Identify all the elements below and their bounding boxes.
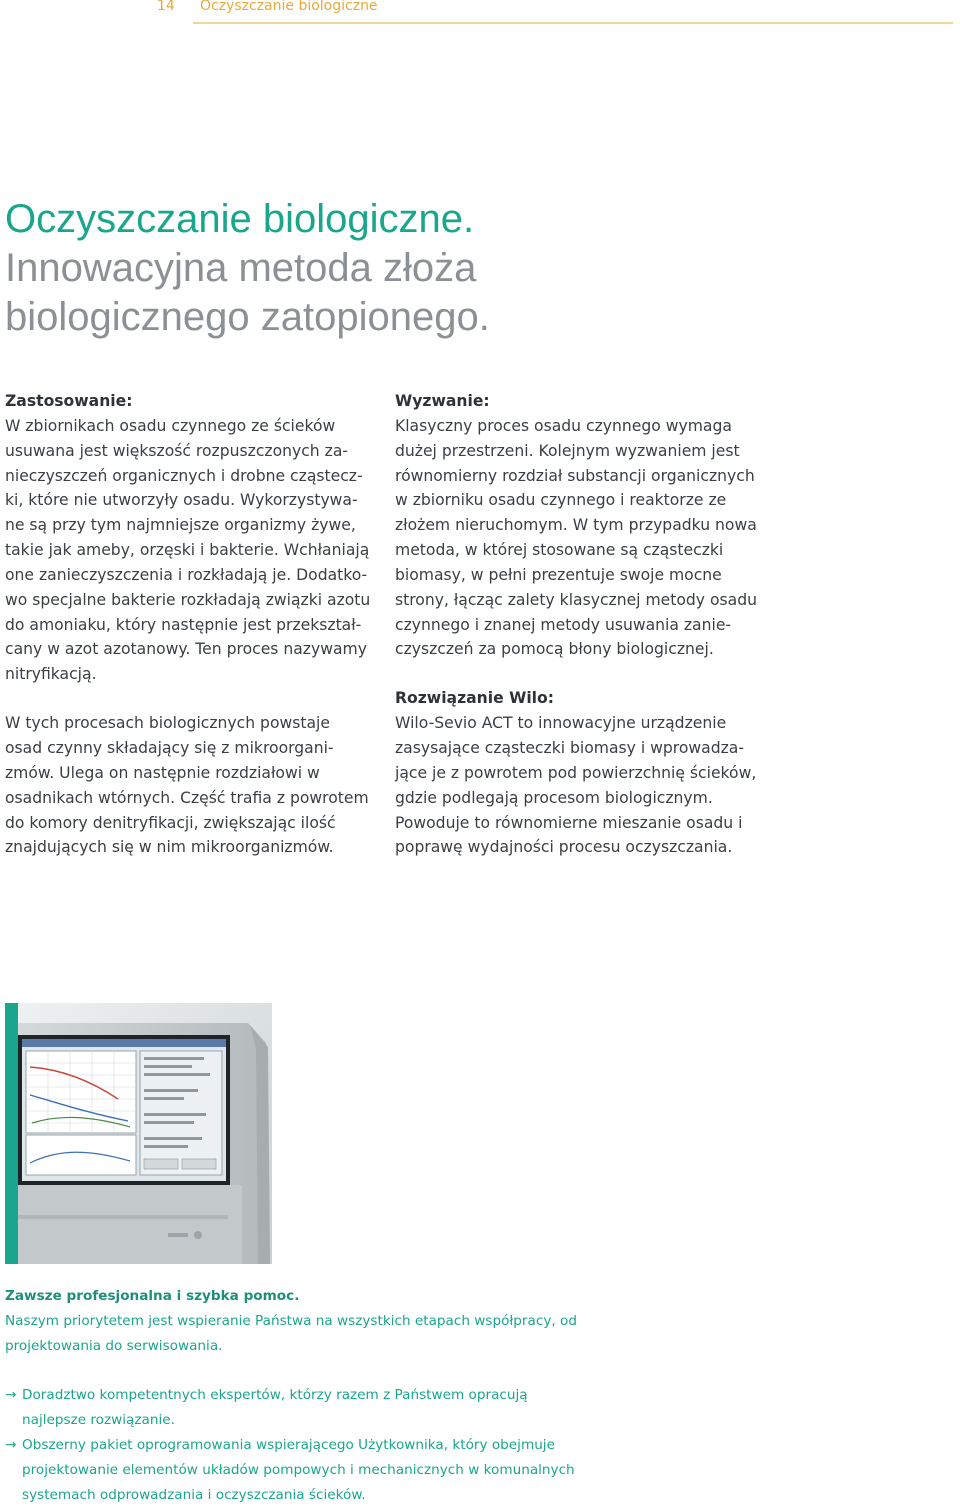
left-column — [5, 389, 377, 860]
paragraph-solution — [395, 711, 765, 860]
text-line: zasysające cząsteczki biomasy i wprowadza- — [395, 738, 744, 757]
monitor-illustration — [18, 1003, 272, 1264]
paragraph-application — [5, 414, 377, 687]
support-section — [5, 1284, 577, 1359]
section-heading-solution: Rozwiązanie Wilo: — [395, 689, 554, 708]
text-line: Wilo-Sevio ACT to innowacyjne urządzenie — [395, 714, 727, 733]
text-line: nitryfikacją. — [5, 665, 97, 684]
text-line: gdzie podlegają procesom biologicznym. — [395, 788, 713, 807]
arrow-right-icon: → — [5, 1387, 17, 1403]
text-line: do amoniaku, który następnie jest przekształ- — [5, 615, 362, 634]
title-line-2: Innowacyjna metoda złoża — [5, 246, 477, 290]
text-line: cany w azot azotanowy. Ten proces nazywamy — [5, 640, 367, 659]
photo-accent-bar — [5, 1003, 18, 1264]
bullet-item — [5, 1433, 575, 1508]
text-line: W tych procesach biologicznych powstaje — [5, 714, 330, 733]
header-divider — [193, 22, 953, 24]
support-heading: Zawsze profesjonalna i szybka pomoc. — [5, 1288, 300, 1304]
text-line: czynnego i znanej metody usuwania zanie- — [395, 615, 732, 634]
text-line: nieczyszczeń organicznych i drobne cząstecz- — [5, 466, 363, 485]
text-line: usuwana jest większość rozpuszczonych za- — [5, 441, 349, 460]
text-line: dużej przestrzeni. Kolejnym wyzwaniem jest — [395, 441, 740, 460]
text-line: Powoduje to równomierne mieszanie osadu i — [395, 813, 743, 832]
paragraph-challenge — [395, 414, 765, 662]
text-line: ne są przy tym najmniejsze organizmy żywe, — [5, 516, 356, 535]
text-line: osad czynny składający się z mikroorgani- — [5, 738, 334, 757]
text-line: złożem nieruchomym. W tym przypadku nowa — [395, 516, 757, 535]
paragraph-gap — [395, 662, 765, 686]
text-line: biomasy, w pełni prezentuje swoje mocne — [395, 565, 722, 584]
section-heading-challenge: Wyzwanie: — [395, 392, 490, 410]
text-line: do komory denitryfikacji, zwiększając ilość — [5, 813, 336, 832]
text-line: one zanieczyszczenia i rozkładają je. Dodatko- — [5, 565, 368, 584]
text-line: strony, łącząc zalety klasycznej metody osadu — [395, 590, 757, 609]
page-header — [0, 0, 960, 24]
text-line: znajdujących się w nim mikroorganizmów. — [5, 838, 334, 857]
support-text-line: Naszym priorytetem jest wspieranie Państwa na wszystkich etapach współpracy, od — [5, 1312, 577, 1329]
text-line: Klasyczny proces osadu czynnego wymaga — [395, 416, 732, 435]
text-line: ki, które nie utworzyły osadu. Wykorzystywa- — [5, 491, 358, 510]
text-line: jące je z powrotem pod powierzchnię ścieków, — [395, 763, 757, 782]
bullet-text-line: najlepsze rozwiązanie. — [22, 1411, 175, 1428]
paragraph-activated-sludge — [5, 711, 377, 860]
running-title: Oczyszczanie biologiczne — [200, 0, 378, 14]
right-column — [395, 389, 765, 860]
text-line: równomierny rozdział substancji organicznych — [395, 466, 755, 485]
arrow-right-icon: → — [5, 1436, 17, 1453]
text-line: poprawę wydajności procesu oczyszczania. — [395, 838, 733, 857]
bullet-text-line: systemach odprowadzania i oczyszczania ścieków. — [22, 1486, 366, 1503]
title-line-3: biologicznego zatopionego. — [5, 295, 490, 339]
text-line: zmów. Ulega on następnie rozdziałowi w — [5, 763, 320, 782]
support-bullets — [5, 1383, 575, 1508]
text-line: W zbiornikach osadu czynnego ze ścieków — [5, 416, 336, 435]
bullet-item — [5, 1383, 575, 1433]
paragraph-gap — [5, 687, 377, 711]
title-line-1: Oczyszczanie biologiczne. — [5, 197, 475, 241]
text-line: czyszczeń za pomocą błony biologicznej. — [395, 640, 714, 659]
text-line: w zbiorniku osadu czynnego i reaktorze ze — [395, 491, 727, 510]
section-heading-application: Zastosowanie: — [5, 392, 133, 410]
page-number: 14 — [157, 0, 175, 14]
text-line: metoda, w której stosowane są cząsteczki — [395, 541, 724, 560]
text-line: wo specjalne bakterie rozkładają związki azotu — [5, 590, 371, 609]
text-line: takie jak ameby, orzęski i bakterie. Wchłaniają — [5, 541, 370, 560]
page-title — [5, 195, 490, 342]
monitor-photo — [18, 1003, 272, 1264]
text-line: osadnikach wtórnych. Część trafia z powrotem — [5, 788, 369, 807]
support-text-line: projektowania do serwisowania. — [5, 1337, 223, 1354]
bullet-text-line: Obszerny pakiet oprogramowania wspierającego Użytkownika, który obejmuje — [22, 1436, 555, 1453]
bullet-text-line: projektowanie elementów układów pompowych i mechanicznych w komunalnych — [22, 1461, 575, 1478]
bullet-text-line: Doradztwo kompetentnych ekspertów, którzy razem z Państwem opracują — [22, 1387, 528, 1403]
